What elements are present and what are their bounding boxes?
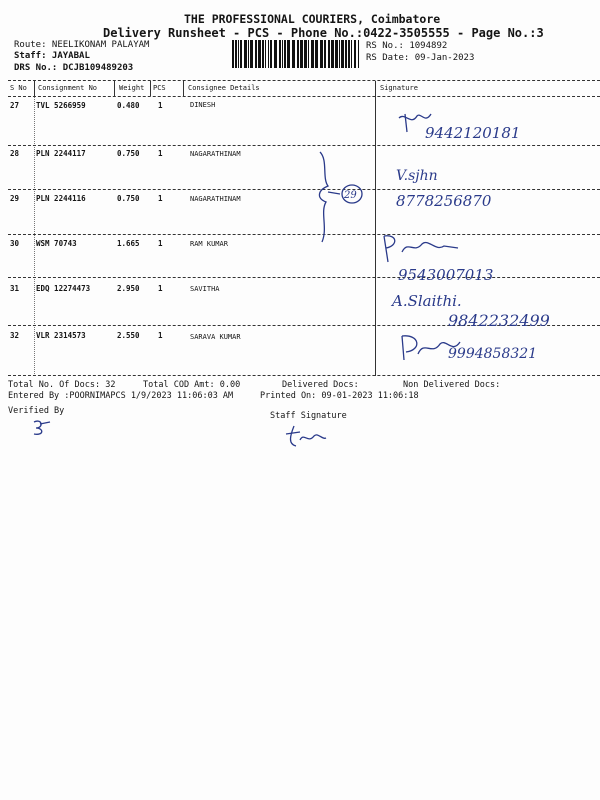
- row-pcs: 1: [158, 331, 163, 340]
- row-pcs: 1: [158, 284, 163, 293]
- staff-signature-mark: [284, 422, 328, 450]
- barcode-bar: [238, 40, 239, 68]
- barcode-bar: [335, 40, 338, 68]
- header-bottom-rule: [8, 96, 600, 97]
- barcode-bar: [351, 40, 352, 68]
- barcode-bar: [348, 40, 350, 68]
- row-consignee: NAGARATHINAM: [190, 195, 241, 203]
- barcode-bar: [258, 40, 261, 68]
- barcode-bar: [304, 40, 307, 68]
- barcode-bar: [232, 40, 234, 68]
- row-weight: 0.750: [117, 149, 140, 158]
- barcode-bar: [328, 40, 330, 68]
- barcode-bar: [240, 40, 242, 68]
- signature-31-text: A.Slaithi.: [392, 292, 462, 310]
- barcode-bar: [339, 40, 340, 68]
- entered-by: Entered By :POORNIMAPCS 1/9/2023 11:06:03 AM: [8, 391, 234, 401]
- row-consignee: NAGARATHINAM: [190, 150, 241, 158]
- row-weight: 2.950: [117, 284, 140, 293]
- total-docs: Total No. Of Docs: 32: [8, 380, 116, 390]
- barcode-bar: [315, 40, 318, 68]
- signature-29-number: [396, 190, 536, 212]
- barcode-bar: [244, 40, 247, 68]
- col-header-consignment: Consignment No: [38, 84, 98, 92]
- barcode-bar: [341, 40, 344, 68]
- row-consignment: EDQ 12274473: [36, 284, 91, 293]
- circle-mark-text: 29: [344, 190, 357, 201]
- signature-31-number-text: 9842232499: [448, 311, 550, 330]
- signature-31-number: [448, 310, 578, 332]
- rs-date: RS Date: 09-Jan-2023: [366, 53, 475, 63]
- col-divider: [34, 81, 35, 96]
- company-name: THE PROFESSIONAL COURIERS, Coimbatore: [184, 12, 441, 26]
- row-consignee: SAVITHA: [190, 285, 220, 293]
- non-delivered-docs: Non Delivered Docs:: [403, 380, 501, 390]
- row-consignment: TVL 5266959: [36, 101, 86, 110]
- barcode-bar: [284, 40, 286, 68]
- drs-number: DRS No.: DCJB109489203: [14, 63, 134, 73]
- barcode-bar: [297, 40, 299, 68]
- signature-27-number: [425, 122, 555, 144]
- verified-initials: [30, 418, 54, 438]
- col-divider: [183, 81, 184, 96]
- barcode-bar: [320, 40, 323, 68]
- row-weight: 0.480: [117, 101, 140, 110]
- signature-30: [378, 232, 468, 268]
- rs-number: RS No.: 1094892: [366, 41, 448, 51]
- row-sno: 29: [10, 194, 20, 203]
- barcode-bar: [331, 40, 334, 68]
- col-header-consignee: Consignee Details: [188, 84, 260, 92]
- verified-by: Verified By: [8, 406, 65, 416]
- signature-30-number: [398, 264, 528, 286]
- barcode-bar: [300, 40, 303, 68]
- barcode-bar: [265, 40, 266, 68]
- barcode-bar: [354, 40, 356, 68]
- barcode-bar: [268, 40, 269, 68]
- signature-29-number-text: 8778256870: [396, 192, 492, 210]
- barcode-bar: [358, 40, 359, 68]
- row-rule: [8, 234, 600, 235]
- row-weight: 2.550: [117, 331, 140, 340]
- col-divider: [34, 97, 35, 376]
- signature-28-text: V.sjhn: [396, 168, 438, 184]
- barcode-bar: [270, 40, 272, 68]
- table-top-rule: [8, 80, 600, 81]
- barcode-bar: [292, 40, 295, 68]
- barcode: [232, 40, 362, 68]
- col-header-pcs: PCS: [153, 84, 166, 92]
- row-sno: 30: [10, 239, 20, 248]
- row-pcs: 1: [158, 194, 163, 203]
- col-header-sno: S No: [10, 84, 27, 92]
- barcode-bar: [282, 40, 283, 68]
- row-weight: 1.665: [117, 239, 140, 248]
- col-header-weight: Weight: [119, 84, 145, 92]
- barcode-bar: [279, 40, 281, 68]
- barcode-bar: [250, 40, 253, 68]
- brace-mark: [310, 150, 380, 245]
- row-consignment: PLN 2244117: [36, 149, 86, 158]
- col-divider: [150, 81, 151, 96]
- staff: Staff: JAYABAL: [14, 51, 90, 61]
- barcode-bar: [287, 40, 290, 68]
- barcode-bar: [311, 40, 314, 68]
- row-sno: 32: [10, 331, 20, 340]
- delivered-docs: Delivered Docs:: [282, 380, 359, 390]
- row-sno: 27: [10, 101, 20, 110]
- route: Route: NEELIKONAM PALAYAM: [14, 40, 150, 50]
- signature-31: [392, 290, 512, 312]
- signature-32-number-text: 9994858321: [448, 346, 538, 362]
- row-sno: 28: [10, 149, 20, 158]
- barcode-bar: [324, 40, 326, 68]
- barcode-bar: [345, 40, 347, 68]
- row-pcs: 1: [158, 149, 163, 158]
- signature-27-number-text: 9442120181: [425, 124, 521, 142]
- row-consignee: DINESH: [190, 101, 216, 109]
- staff-signature: Staff Signature: [270, 411, 347, 421]
- row-pcs: 1: [158, 101, 163, 110]
- row-weight: 0.750: [117, 194, 140, 203]
- barcode-bar: [262, 40, 264, 68]
- row-sno: 31: [10, 284, 20, 293]
- col-divider: [114, 81, 115, 96]
- printed-on: Printed On: 09-01-2023 11:06:18: [260, 391, 419, 401]
- row-pcs: 1: [158, 239, 163, 248]
- barcode-bar: [308, 40, 309, 68]
- signature-30-number-text: 9543007013: [398, 266, 494, 284]
- barcode-bar: [248, 40, 249, 68]
- signature-28: [396, 164, 496, 186]
- barcode-bar: [274, 40, 277, 68]
- row-consignment: WSM 70743: [36, 239, 77, 248]
- table-bottom-rule: [8, 375, 600, 376]
- row-consignment: PLN 2244116: [36, 194, 86, 203]
- runsheet-title: Delivery Runsheet - PCS - Phone No.:0422-3505555 - Page No.:3: [103, 26, 544, 40]
- signature-32-number: [448, 342, 558, 364]
- row-consignee: RAM KUMAR: [190, 240, 228, 248]
- row-consignment: VLR 2314573: [36, 331, 86, 340]
- barcode-bar: [255, 40, 257, 68]
- row-consignee: SARAVA KUMAR: [190, 333, 241, 341]
- barcode-bar: [235, 40, 237, 68]
- col-header-signature: Signature: [380, 84, 418, 92]
- total-cod: Total COD Amt: 0.00: [143, 380, 241, 390]
